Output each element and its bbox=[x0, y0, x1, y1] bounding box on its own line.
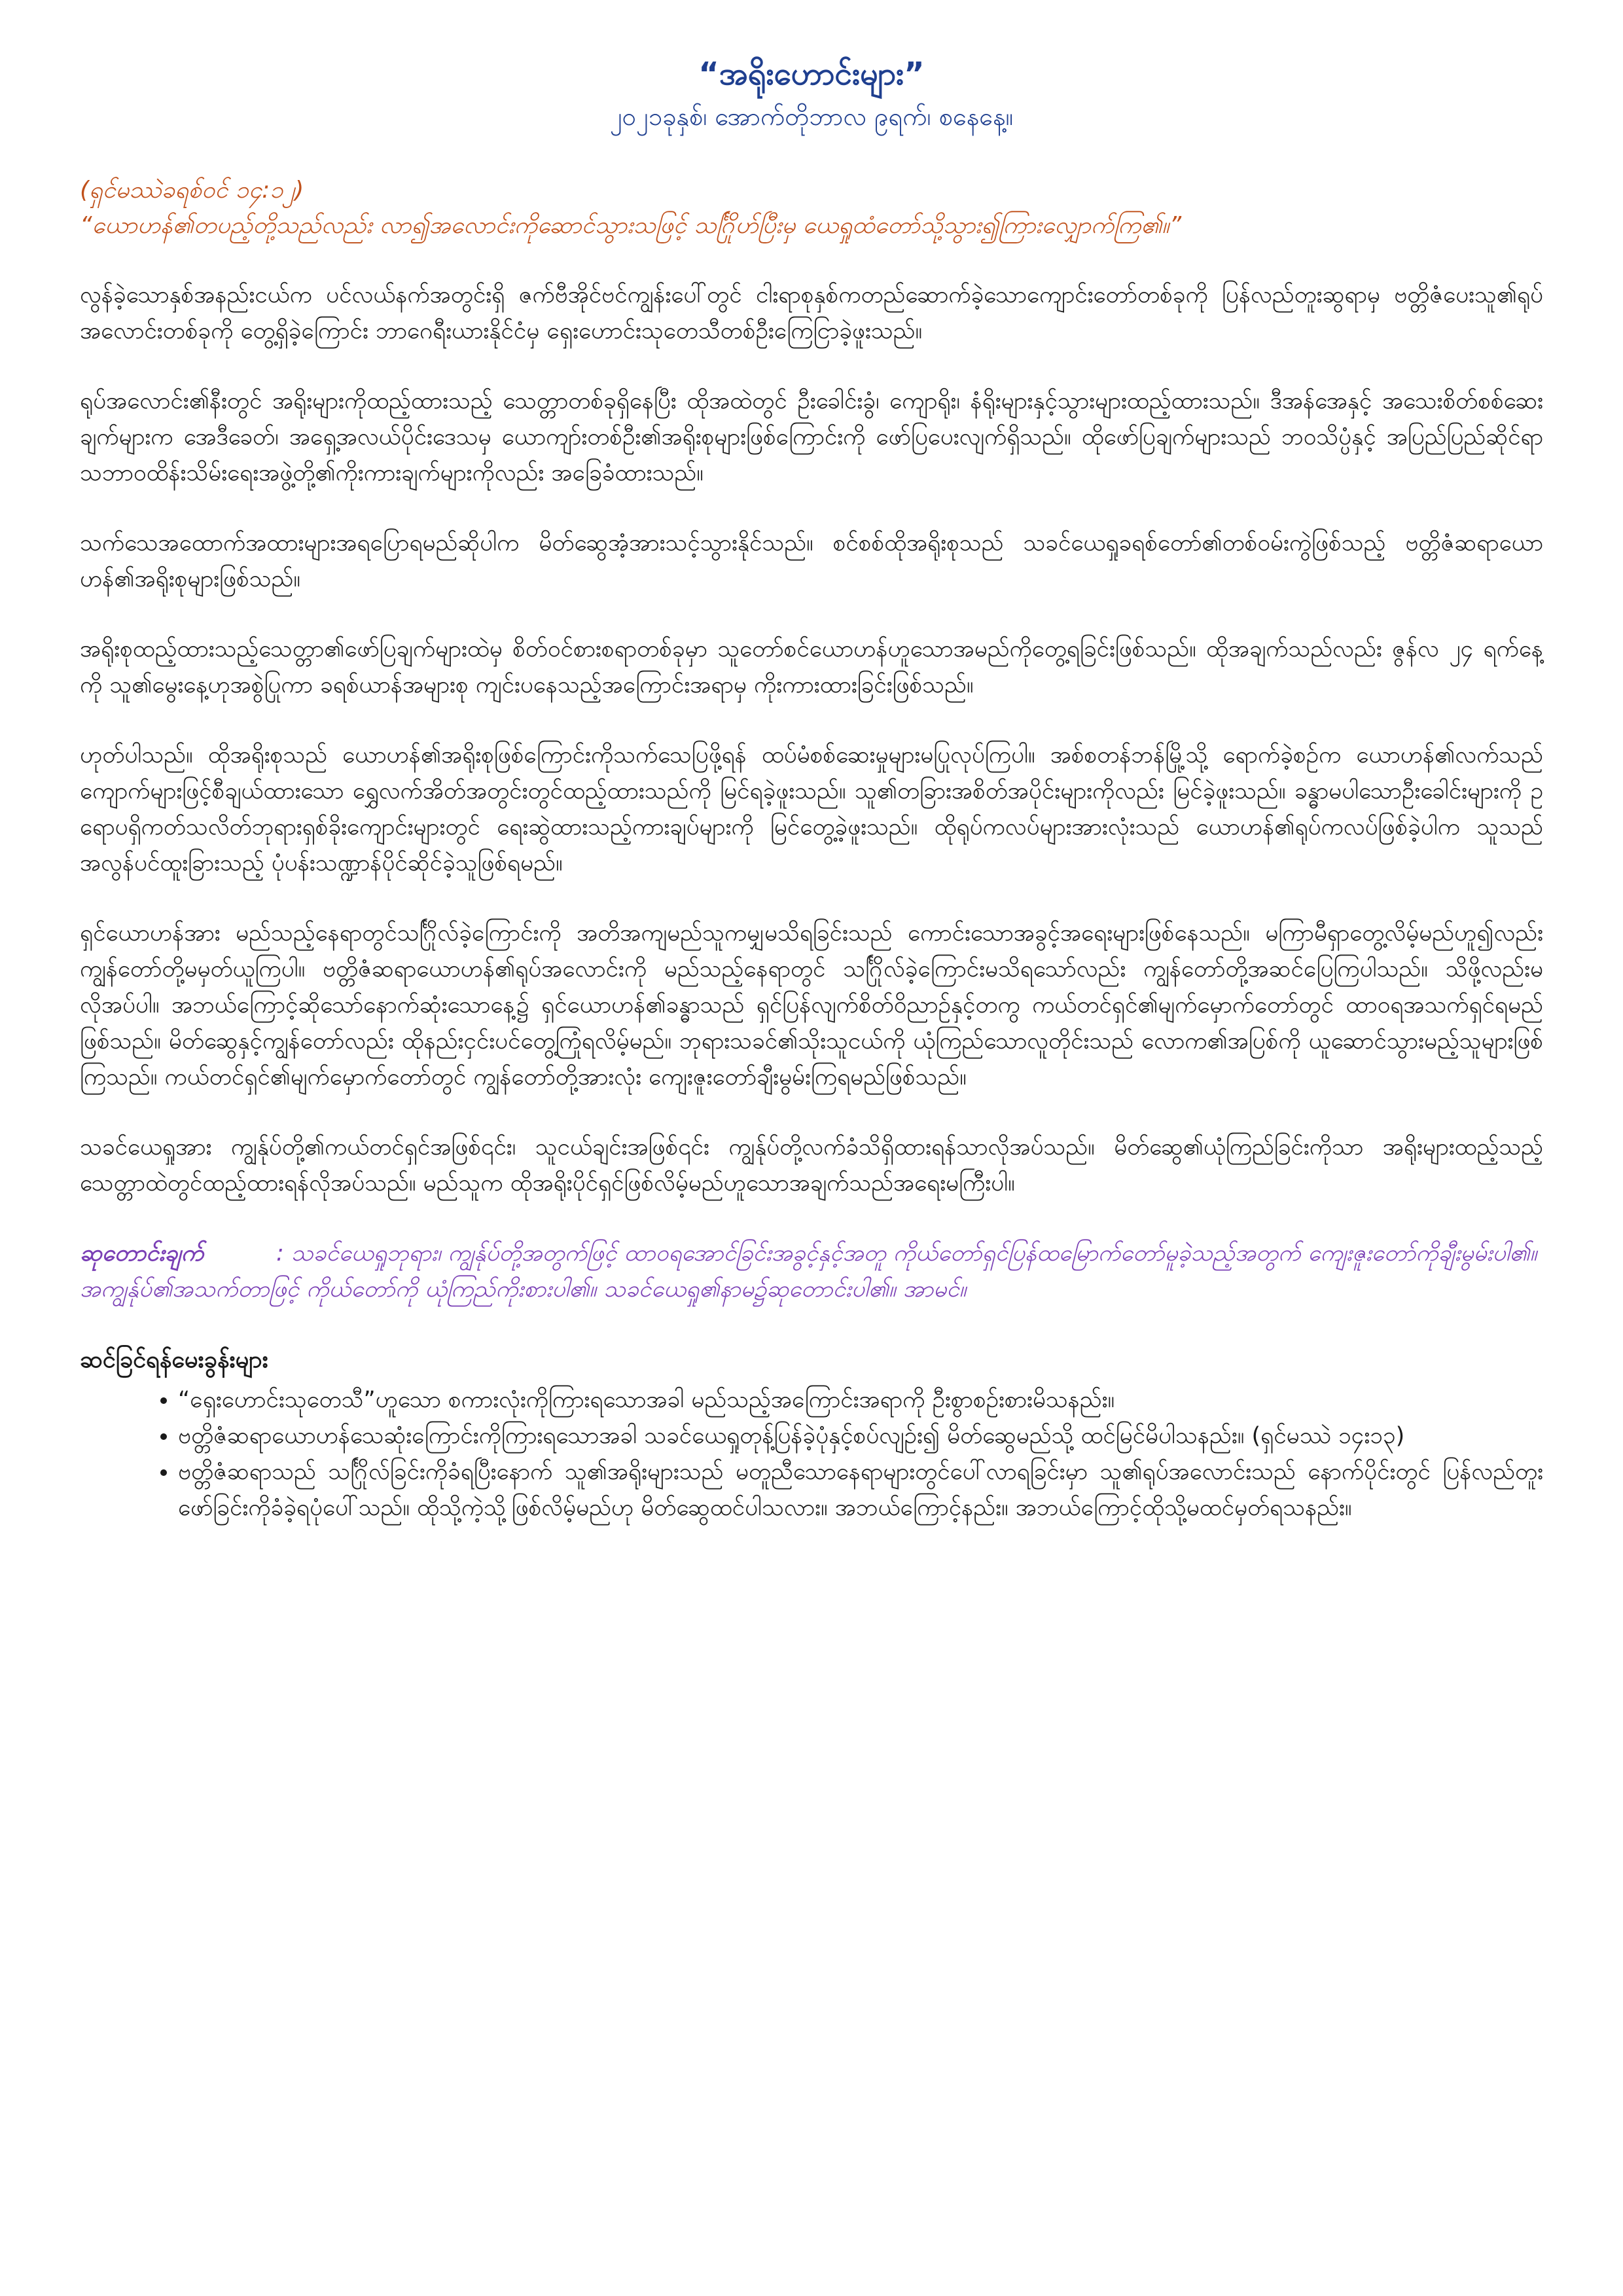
document-page bbox=[80, 39, 1543, 1526]
page-title: “အရိုးဟောင်းများ” bbox=[698, 56, 925, 92]
paragraph-4: အရိုးစုထည့်ထားသည့်သေတ္တာ၏ဖော်ပြချက်များထဲမှ စိတ်ဝင်စားစရာတစ်ခုမှာ သူတော်စင်ယောဟန်ဟူသောအမည်ကိုတွေ့ရခြင်းဖြစ်သည်။ ထိုအချက်သည်လည်း ဇွန်လ ၂၄ ရက်နေ့ကို သူ၏မွေးနေ့ဟုအစွဲပြုကာ ခရစ်ယာန်အများစု ကျင်းပနေသည့်အကြောင်းအရာမှ ကိုးကားထားခြင်းဖြစ်သည်။ bbox=[80, 636, 1543, 698]
questions-list bbox=[80, 1382, 1543, 1526]
scripture-citation: (ရှင်မဿဲခရစ်ဝင် ၁၄:၁၂) bbox=[80, 177, 304, 204]
question-item: • ဗတ္တိဇံဆရာယောဟန်သေဆုံးကြောင်းကိုကြားရသောအခါ သခင်ယေရှုတုန့်ပြန်ခဲ့ပုံနှင့်စပ်လျဥ်း၍ မိတ်ဆွေမည်သို့ ထင်မြင်မိပါသနည်း။ (ရှင်မဿဲ ၁၄း၁၃) bbox=[178, 1418, 1543, 1454]
paragraph-2: ရုပ်အလောင်း၏နီးတွင် အရိုးများကိုထည့်ထားသည့် သေတ္တာတစ်ခုရှိနေပြီး ထိုအထဲတွင် ဦးခေါင်းခွံ၊ ကျောရိုး၊ နံရိုးများနှင့်သွားများထည့်ထားသည်။ ဒီအန်အေနှင့် အသေးစိတ်စစ်ဆေးချက်များက အေဒီခေတ်၊ အရှေ့အလယ်ပိုင်းဒေသမှ ယောကျာ်းတစ်ဦး၏အရိုးစုများဖြစ်ကြောင်းကို ဖော်ပြပေးလျက်ရှိသည်။ ထိုဖော်ပြချက်များသည် ဘဝသိပ္ပံနှင့် အပြည်ပြည်ဆိုင်ရာသဘာဝထိန်းသိမ်းရေးအဖွဲ့တို့၏ကိုးကားချက်များကိုလည်း အခြေခံထားသည်။ bbox=[80, 388, 1543, 486]
prayer-text: : သခင်ယေရှုဘုရား၊ ကျွန်ုပ်တို့အတွက်ဖြင့် ထာဝရအောင်ခြင်းအခွင့်နှင့်အတူ ကိုယ်တော်ရှင်ပြန်ထမြောက်တော်မူခဲ့သည့်အတွက် ကျေးဇူးတော်ကိုချီးမွမ်းပါ၏။ အကျွန်ုပ်၏အသက်တာဖြင့် ကိုယ်တော်ကို ယုံကြည်ကိုးစားပါ၏။ သခင်ယေရှု၏နာမ၌ဆုတောင်းပါ၏။ အာမင်။ bbox=[80, 1240, 1537, 1302]
prayer-label: ဆုတောင်းချက် bbox=[80, 1240, 204, 1266]
questions-heading: ဆင်ခြင်ရန်မေးခွန်းများ bbox=[80, 1346, 268, 1373]
date-line: ၂၀၂၁ခုနှစ်၊ အောက်တိုဘာလ ၉ရက်၊ စနေနေ့။ bbox=[609, 102, 1014, 131]
paragraph-7: သခင်ယေရှုအား ကျွန်ုပ်တို့၏ကယ်တင်ရှင်အဖြစ်၎င်း၊ သူငယ်ချင်းအဖြစ်၎င်း ကျွန်ုပ်တို့လက်ခံသိရှိထားရန်သာလိုအပ်သည်။ မိတ်ဆွေ၏ယုံကြည်ခြင်းကိုသာ အရိုးများထည့်သည့်သေတ္တာထဲတွင်ထည့်ထားရန်လိုအပ်သည်။ မည်သူက ထိုအရိုးပိုင်ရှင်ဖြစ်လိမ့်မည်ဟူသောအချက်သည်အရေးမကြီးပါ။ bbox=[80, 1134, 1543, 1196]
prayer-block bbox=[80, 1236, 1543, 1308]
scripture-quote: “ယောဟန်၏တပည့်တို့သည်လည်း လာ၍အလောင်းကိုဆောင်သွားသဖြင့် သင်္ဂြိုဟ်ပြီးမှ ယေရှုထံတော်သို့သွား၍ကြားလျှောက်ကြ၏။” bbox=[80, 212, 1182, 239]
question-item: • “ရှေးဟောင်းသုတေသီ”ဟူသော စကားလုံးကိုကြားရသောအခါ မည်သည့်အကြောင်းအရာကို ဦးစွာစဥ်းစားမိသနည်း။ bbox=[178, 1382, 1543, 1418]
paragraph-6: ရှင်ယောဟန်အား မည်သည့်နေရာတွင်သင်္ဂြိုလ်ခဲ့ကြောင်းကို အတိအကျမည်သူကမျှမသိရခြင်းသည် ကောင်းသောအခွင့်အရေးများဖြစ်နေသည်။ မကြာမီရှာတွေ့လိမ့်မည်ဟူ၍လည်း ကျွန်တော်တို့မမှတ်ယူကြပါ။ ဗတ္တိဇံဆရာယောဟန်၏ရုပ်အလောင်းကို မည်သည့်နေရာတွင် သင်္ဂြိုလ်ခဲ့ကြောင်းမသိရသော်လည်း ကျွန်တော်တို့အဆင်ပြေကြပါသည်။ သိဖို့လည်းမလိုအပ်ပါ။ အဘယ်ကြောင့်ဆိုသော်နောက်ဆုံးသောနေ့၌ ရှင်ယောဟန်၏ခန္ဓာသည် ရှင်ပြန်လျက်စိတ်ဝိညာဥ်နှင့်တကွ ကယ်တင်ရှင်၏မျက်မှောက်တော်တွင် ထာဝရအသက်ရှင်ရမည်ဖြစ်သည်။ မိတ်ဆွေနှင့်ကျွန်တော်လည်း ထိုနည်းငှင်းပင်တွေ့ကြုံရလိမ့်မည်။ ဘုရားသခင်၏သိုးသူငယ်ကို ယုံကြည်သောလူတိုင်းသည် လောက၏အပြစ်ကို ယူဆောင်သွားမည့်သူများဖြစ်ကြသည်။ ကယ်တင်ရှင်၏မျက်မှောက်တော်တွင် ကျွန်တော်တို့အားလုံး ကျေးဇူးတော်ချီးမွမ်းကြရမည်ဖြစ်သည်။ bbox=[80, 920, 1543, 1090]
paragraph-3: သက်သေအထောက်အထားများအရပြောရမည်ဆိုပါက မိတ်ဆွေအံ့အားသင့်သွားနိုင်သည်။ စင်စစ်ထိုအရိုးစုသည် သခင်ယေရှုခရစ်တော်၏တစ်ဝမ်းကွဲဖြစ်သည့် ဗတ္တိဇံဆရာယောဟန်၏အရိုးစုများဖြစ်သည်။ bbox=[80, 530, 1543, 592]
question-item: • ဗတ္တိဇံဆရာသည် သင်္ဂြိုလ်ခြင်းကိုခံရပြီးနောက် သူ၏အရိုးများသည် မတူညီသောနေရာများတွင်ပေါ်လာရခြင်းမှာ သူ၏ရုပ်အလောင်းသည် နောက်ပိုင်းတွင် ပြန်လည်တူးဖော်ခြင်းကိုခံခဲ့ရပုံပေါ်သည်။ ထိုသို့ကဲ့သို့ဖြစ်လိမ့်မည်ဟု မိတ်ဆွေထင်ပါသလား။ အဘယ်ကြောင့်နည်း။ အဘယ်ကြောင့်ထိုသို့မထင်မှတ်ရသနည်း။ bbox=[178, 1454, 1543, 1526]
scripture-reference bbox=[80, 173, 1543, 243]
paragraph-1: လွန်ခဲ့သောနှစ်အနည်းငယ်က ပင်လယ်နက်အတွင်းရှိ ဇက်ဗီအိုင်ဗင်ကျွန်းပေါ်တွင် ငါးရာစုနှစ်ကတည်ဆောက်ခဲ့သောကျောင်းတော်တစ်ခုကို ပြန်လည်တူးဆွရာမှ ဗတ္တိဇံပေးသူ၏ရုပ်အလောင်းတစ်ခုကို တွေ့ရှိခဲ့ကြောင်း ဘာဂေရီးယားနိုင်ငံမှ ရှေးဟောင်းသုတေသီတစ်ဦးကြေငြာခဲ့ဖူးသည်။ bbox=[80, 282, 1543, 344]
paragraph-5: ဟုတ်ပါသည်။ ထိုအရိုးစုသည် ယောဟန်၏အရိုးစုဖြစ်ကြောင်းကိုသက်သေပြဖို့ရန် ထပ်မံစစ်ဆေးမှုများမပြုလုပ်ကြပါ။ အစ်စတန်ဘန်မြို့သို့ ရောက်ခဲ့စဥ်က ယောဟန်၏လက်သည် ကျောက်များဖြင့်စီချယ်ထားသော ရွှေလက်အိတ်အတွင်းတွင်ထည့်ထားသည်ကို မြင်ရခဲ့ဖူးသည်။ သူ၏တခြားအစိတ်အပိုင်းများကိုလည်း မြင်ခဲ့ဖူးသည်။ ခန္ဓာမပါသောဦးခေါင်းများကို ဥရောပရှိကတ်သလိတ်ဘုရားရှစ်ခိုးကျောင်းများတွင် ရေးဆွဲထားသည့်ကားချပ်များကို မြင်တွေ့ခဲ့ဖူးသည်။ ထိုရုပ်ကလပ်များအားလုံးသည် ယောဟန်၏ရုပ်ကလပ်ဖြစ်ခဲ့ပါက သူသည်အလွန်ပင်ထူးခြားသည့် ပုံပန်းသဏ္ဍာန်ပိုင်ဆိုင်ခဲ့သူဖြစ်ရမည်။ bbox=[80, 742, 1543, 876]
